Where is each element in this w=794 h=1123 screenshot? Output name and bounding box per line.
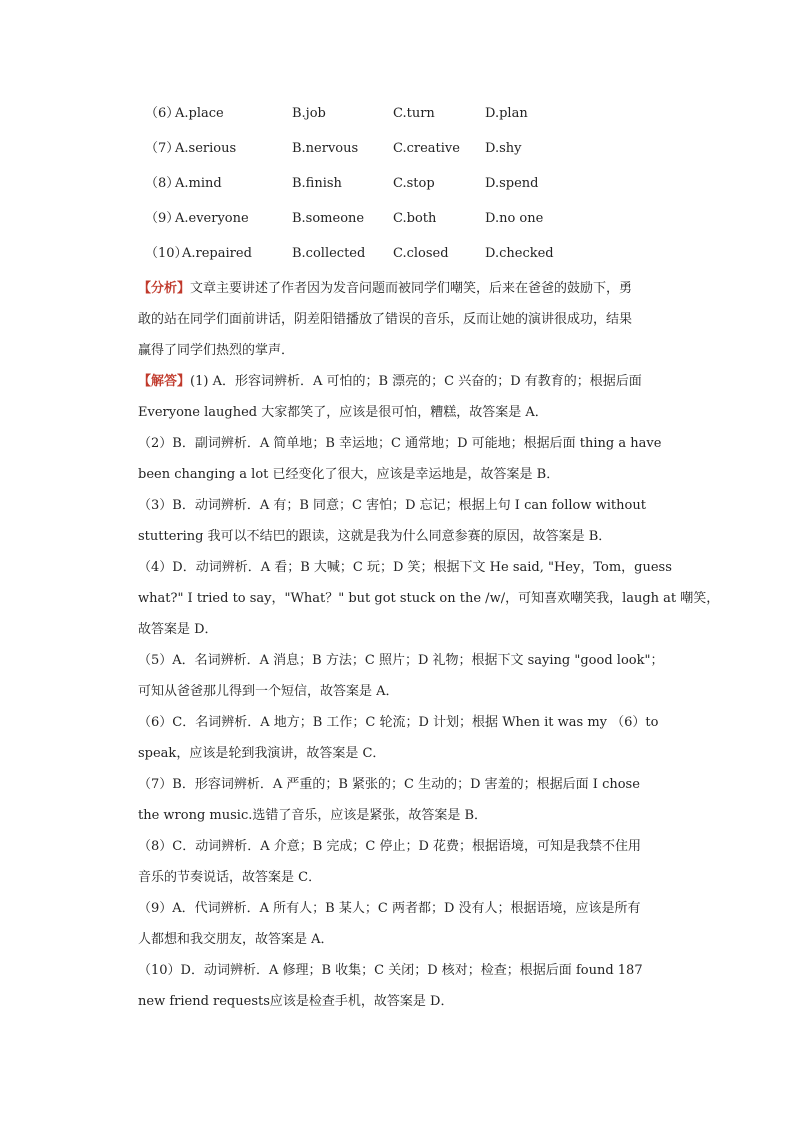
analysis-text: 文章主要讲述了作者因为发音问题而被同学们嘲笑，后来在爸爸的鼓励下，勇 (190, 281, 633, 296)
option-c: C.stop (393, 176, 435, 191)
option-c: C.creative (393, 141, 460, 156)
option-d: D.spend (485, 176, 539, 191)
answer-line: 音乐的节奏说话，故答案是 C． (138, 870, 322, 885)
option-row-6 (138, 103, 698, 138)
option-b: B.nervous (292, 141, 359, 156)
option-b: B.job (292, 106, 326, 121)
analysis-line-2: 敢的站在同学们面前讲话，阴差阳错播放了错误的音乐，反而让她的演讲很成功，结果 (138, 312, 633, 327)
option-row-7 (138, 138, 698, 173)
answer-line: （3）B．动词辨析．A 有；B 同意；C 害怕；D 忘记；根据上句 I can follow without (138, 498, 646, 513)
option-b: B.someone (292, 211, 365, 226)
option-a: A.repaired (182, 246, 252, 261)
option-a: A.place (175, 106, 224, 121)
option-number: （6） (145, 106, 180, 121)
answer-line: （10）D．动词辨析．A 修理；B 收集；C 关闭；D 核对；检查；根据后面 found 187 (138, 963, 643, 978)
answer-line: （6）C．名词辨析．A 地方；B 工作；C 轮流；D 计划；根据 When it was my （6）to (138, 715, 659, 730)
option-number: （7） (145, 141, 180, 156)
answer-line: what?" I tried to say，"What？" but got stuck on the /w/，可知喜欢嘲笑我，laugh at 嘲笑， (138, 591, 720, 606)
answer-line: stuttering 我可以不结巴的跟读，这就是我为什么同意参赛的原因，故答案是 B． (138, 529, 612, 544)
option-number: （8） (145, 176, 180, 191)
answer-line: （9）A．代词辨析．A 所有人；B 某人；C 两者都；D 没有人；根据语境，应该是所有 (138, 901, 641, 916)
answer-text: (1) A．形容词辨析．A 可怕的；B 漂亮的；C 兴奋的；D 有教育的；根据后面 (190, 374, 642, 389)
option-number: （10） (145, 246, 188, 261)
answer-line: speak，应该是轮到我演讲，故答案是 C． (138, 746, 386, 761)
answer-line: the wrong music.选错了音乐，应该是紧张，故答案是 B． (138, 808, 488, 823)
option-d: D.no one (485, 211, 544, 226)
option-a: A.mind (175, 176, 222, 191)
answer-section (138, 366, 720, 1017)
analysis-line-1 (138, 273, 678, 304)
option-d: D.checked (485, 246, 554, 261)
option-a: A.serious (175, 141, 237, 156)
answer-line-1 (138, 366, 678, 397)
option-d: D.shy (485, 141, 522, 156)
answer-line: been changing a lot 已经变化了很大，应该是幸运地是，故答案是 B． (138, 467, 560, 482)
answer-line: （7）B．形容词辨析．A 严重的；B 紧张的；C 生动的；D 害羞的；根据后面 I chose (138, 777, 640, 792)
answer-line: new friend requests应该是检查手机，故答案是 D． (138, 994, 454, 1009)
options-list (138, 103, 698, 278)
analysis-line-3: 赢得了同学们热烈的掌声． (138, 343, 295, 358)
analysis-section (138, 273, 678, 366)
answer-line: （4）D．动词辨析．A 看；B 大喊；C 玩；D 笑；根据下文 He said, "Hey，Tom，guess (138, 560, 672, 575)
option-c: C.turn (393, 106, 435, 121)
answer-line: （2）B．副词辨析．A 简单地；B 幸运地；C 通常地；D 可能地；根据后面 thing a have (138, 436, 662, 451)
answer-line: 人都想和我交朋友，故答案是 A． (138, 932, 334, 947)
option-number: （9） (145, 211, 180, 226)
answer-line: 可知从爸爸那儿得到一个短信，故答案是 A． (138, 684, 399, 699)
answer-line: Everyone laughed 大家都笑了，应该是很可怕，糟糕，故答案是 A． (138, 405, 548, 420)
option-b: B.collected (292, 246, 366, 261)
analysis-tag: 【分析】 (138, 281, 191, 296)
answer-line: 故答案是 D． (138, 622, 218, 637)
answer-line: （8）C．动词辨析．A 介意；B 完成；C 停止；D 花费；根据语境，可知是我禁不住用 (138, 839, 642, 854)
option-b: B.finish (292, 176, 342, 191)
option-c: C.both (393, 211, 437, 226)
option-row-8 (138, 173, 698, 208)
answer-tag: 【解答】 (138, 374, 191, 389)
option-a: A.everyone (175, 211, 249, 226)
option-c: C.closed (393, 246, 449, 261)
option-row-9 (138, 208, 698, 243)
answer-line: （5）A．名词辨析．A 消息；B 方法；C 照片；D 礼物；根据下文 saying "good look"； (138, 653, 664, 668)
option-d: D.plan (485, 106, 528, 121)
